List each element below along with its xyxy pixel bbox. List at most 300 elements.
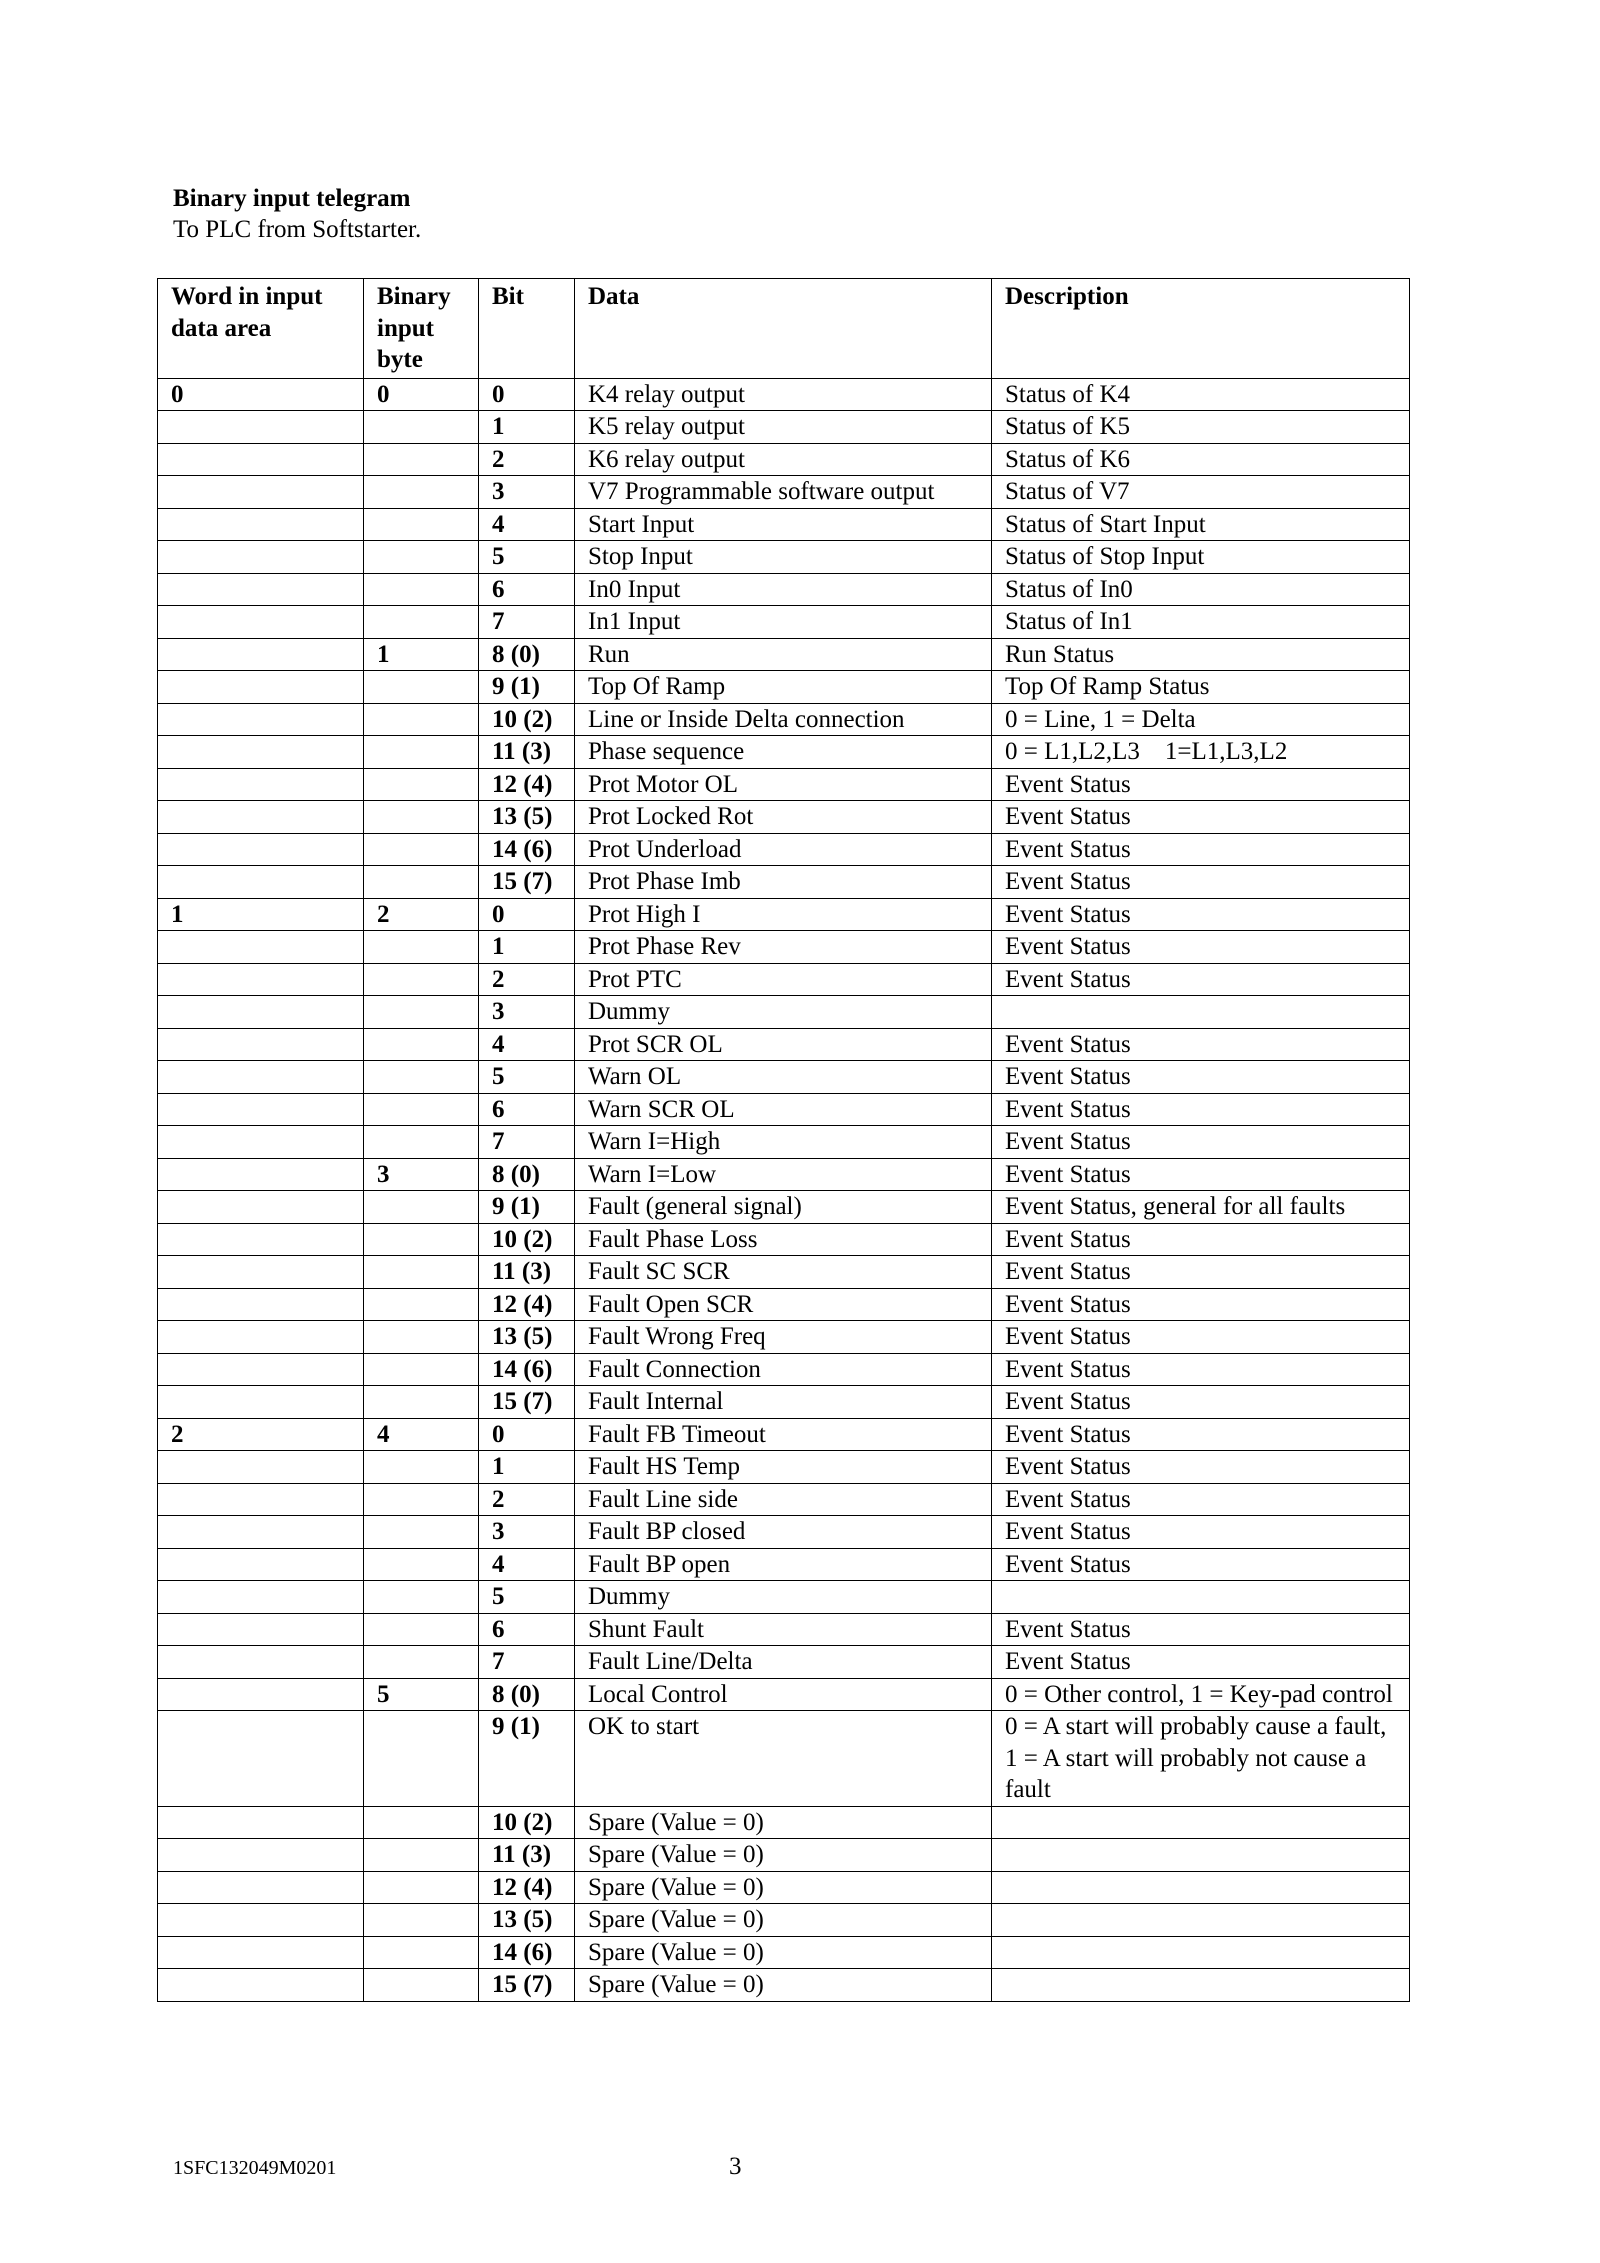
- cell-description: Event Status: [992, 1451, 1410, 1484]
- cell-bit: 9 (1): [479, 1191, 575, 1224]
- table-row: [158, 1969, 1410, 2002]
- cell-data: Warn I=High: [575, 1126, 992, 1159]
- table-row: [158, 996, 1410, 1029]
- cell-data: Fault (general signal): [575, 1191, 992, 1224]
- cell-description: Event Status: [992, 768, 1410, 801]
- cell-word: [158, 541, 364, 574]
- cell-byte: [364, 1321, 479, 1354]
- table-row: [158, 1191, 1410, 1224]
- cell-word: [158, 1646, 364, 1679]
- cell-byte: [364, 573, 479, 606]
- table-row: [158, 1223, 1410, 1256]
- cell-description: [992, 1839, 1410, 1872]
- cell-byte: 5: [364, 1678, 479, 1711]
- table-row: [158, 1126, 1410, 1159]
- cell-bit: 11 (3): [479, 1839, 575, 1872]
- cell-word: [158, 1386, 364, 1419]
- cell-byte: [364, 606, 479, 639]
- cell-word: [158, 1806, 364, 1839]
- cell-byte: [364, 1126, 479, 1159]
- cell-byte: [364, 931, 479, 964]
- table-row: [158, 768, 1410, 801]
- cell-data: Phase sequence: [575, 736, 992, 769]
- cell-bit: 11 (3): [479, 1256, 575, 1289]
- cell-description: Event Status: [992, 931, 1410, 964]
- cell-word: [158, 1678, 364, 1711]
- table-row: [158, 1093, 1410, 1126]
- cell-byte: [364, 1386, 479, 1419]
- cell-data: Run: [575, 638, 992, 671]
- cell-description: Event Status: [992, 1386, 1410, 1419]
- cell-word: [158, 573, 364, 606]
- cell-bit: 3: [479, 996, 575, 1029]
- table-row: [158, 541, 1410, 574]
- page-subtitle: To PLC from Softstarter.: [173, 216, 422, 243]
- cell-word: [158, 1353, 364, 1386]
- cell-data: V7 Programmable software output: [575, 476, 992, 509]
- cell-word: [158, 1516, 364, 1549]
- cell-word: [158, 1613, 364, 1646]
- cell-data: Fault SC SCR: [575, 1256, 992, 1289]
- cell-bit: 4: [479, 508, 575, 541]
- cell-data: Top Of Ramp: [575, 671, 992, 704]
- cell-word: [158, 768, 364, 801]
- cell-data: K4 relay output: [575, 378, 992, 411]
- col-header-data: Data: [575, 279, 992, 379]
- table-row: [158, 801, 1410, 834]
- table-row: [158, 1581, 1410, 1614]
- cell-bit: 10 (2): [479, 703, 575, 736]
- cell-description: Status of Stop Input: [992, 541, 1410, 574]
- cell-description: Event Status: [992, 801, 1410, 834]
- cell-bit: 15 (7): [479, 866, 575, 899]
- cell-bit: 0: [479, 378, 575, 411]
- cell-word: 0: [158, 378, 364, 411]
- cell-bit: 0: [479, 1418, 575, 1451]
- cell-byte: [364, 1061, 479, 1094]
- cell-description: Event Status: [992, 833, 1410, 866]
- cell-byte: [364, 866, 479, 899]
- cell-word: 1: [158, 898, 364, 931]
- cell-data: Shunt Fault: [575, 1613, 992, 1646]
- cell-data: K6 relay output: [575, 443, 992, 476]
- binary-input-table: [157, 278, 1410, 2002]
- cell-data: Fault BP closed: [575, 1516, 992, 1549]
- cell-description: 0 = Other control, 1 = Key-pad control: [992, 1678, 1410, 1711]
- table-row: [158, 866, 1410, 899]
- table-row: [158, 1904, 1410, 1937]
- cell-byte: [364, 1711, 479, 1807]
- cell-description: Status of V7: [992, 476, 1410, 509]
- cell-bit: 9 (1): [479, 671, 575, 704]
- cell-description: [992, 1969, 1410, 2002]
- cell-byte: [364, 443, 479, 476]
- table-row: [158, 573, 1410, 606]
- cell-byte: [364, 1223, 479, 1256]
- cell-data: Prot High I: [575, 898, 992, 931]
- cell-description: Event Status: [992, 1516, 1410, 1549]
- cell-bit: 12 (4): [479, 1288, 575, 1321]
- cell-word: [158, 866, 364, 899]
- cell-data: Fault HS Temp: [575, 1451, 992, 1484]
- cell-data: OK to start: [575, 1711, 992, 1807]
- cell-byte: [364, 1936, 479, 1969]
- cell-data: Fault Wrong Freq: [575, 1321, 992, 1354]
- table-header-row: [158, 279, 1410, 379]
- cell-byte: [364, 1806, 479, 1839]
- cell-description: Status of K5: [992, 411, 1410, 444]
- cell-byte: [364, 1871, 479, 1904]
- cell-data: Spare (Value = 0): [575, 1936, 992, 1969]
- table-row: [158, 1711, 1410, 1807]
- col-header-byte: Binary input byte: [364, 279, 479, 379]
- cell-word: [158, 1223, 364, 1256]
- cell-data: Spare (Value = 0): [575, 1871, 992, 1904]
- table-row: [158, 1353, 1410, 1386]
- cell-data: In1 Input: [575, 606, 992, 639]
- cell-description: Event Status: [992, 1483, 1410, 1516]
- cell-byte: [364, 541, 479, 574]
- cell-word: [158, 638, 364, 671]
- table-row: [158, 1871, 1410, 1904]
- cell-byte: [364, 1288, 479, 1321]
- cell-description: Status of K6: [992, 443, 1410, 476]
- cell-data: Local Control: [575, 1678, 992, 1711]
- cell-word: [158, 1061, 364, 1094]
- table-row: [158, 1548, 1410, 1581]
- table-row: [158, 1158, 1410, 1191]
- table-row: [158, 411, 1410, 444]
- table-row: [158, 638, 1410, 671]
- cell-word: [158, 1483, 364, 1516]
- document-code: 1SFC132049M0201: [173, 2157, 337, 2179]
- cell-data: Fault Internal: [575, 1386, 992, 1419]
- cell-bit: 13 (5): [479, 1321, 575, 1354]
- cell-description: Top Of Ramp Status: [992, 671, 1410, 704]
- col-header-bit: Bit: [479, 279, 575, 379]
- cell-word: [158, 1158, 364, 1191]
- table-row: [158, 833, 1410, 866]
- cell-description: Event Status, general for all faults: [992, 1191, 1410, 1224]
- cell-description: 0 = L1,L2,L3 1=L1,L3,L2: [992, 736, 1410, 769]
- cell-data: Prot SCR OL: [575, 1028, 992, 1061]
- cell-word: [158, 1548, 364, 1581]
- cell-word: [158, 443, 364, 476]
- cell-byte: [364, 1028, 479, 1061]
- table-row: [158, 931, 1410, 964]
- table-row: [158, 1256, 1410, 1289]
- cell-data: Prot Underload: [575, 833, 992, 866]
- cell-word: [158, 508, 364, 541]
- cell-description: 0 = A start will probably cause a fault, 1 = A start will probably not cause a fault: [992, 1711, 1410, 1807]
- cell-data: Prot PTC: [575, 963, 992, 996]
- cell-byte: [364, 768, 479, 801]
- cell-data: Prot Phase Rev: [575, 931, 992, 964]
- cell-bit: 12 (4): [479, 1871, 575, 1904]
- cell-bit: 9 (1): [479, 1711, 575, 1807]
- table-row: [158, 736, 1410, 769]
- table-row: [158, 1936, 1410, 1969]
- cell-byte: [364, 1969, 479, 2002]
- cell-data: Fault Line/Delta: [575, 1646, 992, 1679]
- table-row: [158, 1516, 1410, 1549]
- cell-description: Event Status: [992, 1126, 1410, 1159]
- cell-bit: 5: [479, 1581, 575, 1614]
- cell-word: [158, 931, 364, 964]
- table-row: [158, 1613, 1410, 1646]
- cell-word: [158, 1871, 364, 1904]
- cell-byte: [364, 1613, 479, 1646]
- cell-description: Status of Start Input: [992, 508, 1410, 541]
- cell-description: Event Status: [992, 963, 1410, 996]
- table-row: [158, 963, 1410, 996]
- cell-word: [158, 1028, 364, 1061]
- cell-data: Start Input: [575, 508, 992, 541]
- cell-byte: [364, 801, 479, 834]
- cell-bit: 6: [479, 573, 575, 606]
- cell-byte: [364, 833, 479, 866]
- cell-data: Spare (Value = 0): [575, 1806, 992, 1839]
- cell-word: [158, 1093, 364, 1126]
- cell-bit: 8 (0): [479, 638, 575, 671]
- cell-byte: 2: [364, 898, 479, 931]
- cell-bit: 4: [479, 1028, 575, 1061]
- cell-word: [158, 476, 364, 509]
- cell-word: [158, 606, 364, 639]
- cell-byte: [364, 1548, 479, 1581]
- cell-bit: 7: [479, 606, 575, 639]
- col-header-description: Description: [992, 279, 1410, 379]
- cell-description: [992, 1806, 1410, 1839]
- cell-data: Prot Motor OL: [575, 768, 992, 801]
- table-row: [158, 476, 1410, 509]
- page-title: Binary input telegram: [173, 185, 411, 212]
- table-row: [158, 1646, 1410, 1679]
- cell-word: [158, 1581, 364, 1614]
- cell-bit: 14 (6): [479, 1353, 575, 1386]
- cell-data: Fault Connection: [575, 1353, 992, 1386]
- page-number: 3: [729, 2153, 742, 2180]
- cell-description: Event Status: [992, 1646, 1410, 1679]
- cell-word: [158, 1936, 364, 1969]
- cell-byte: [364, 1256, 479, 1289]
- cell-byte: [364, 1516, 479, 1549]
- cell-data: Spare (Value = 0): [575, 1904, 992, 1937]
- cell-bit: 6: [479, 1613, 575, 1646]
- cell-data: In0 Input: [575, 573, 992, 606]
- cell-word: [158, 963, 364, 996]
- cell-byte: [364, 996, 479, 1029]
- cell-description: [992, 1581, 1410, 1614]
- cell-bit: 4: [479, 1548, 575, 1581]
- cell-word: [158, 703, 364, 736]
- table-row: [158, 1483, 1410, 1516]
- cell-description: Status of K4: [992, 378, 1410, 411]
- cell-bit: 13 (5): [479, 1904, 575, 1937]
- table-row: [158, 1386, 1410, 1419]
- cell-bit: 6: [479, 1093, 575, 1126]
- cell-byte: 3: [364, 1158, 479, 1191]
- cell-word: [158, 1321, 364, 1354]
- table-row: [158, 1806, 1410, 1839]
- cell-byte: [364, 1093, 479, 1126]
- cell-word: [158, 671, 364, 704]
- cell-word: 2: [158, 1418, 364, 1451]
- cell-byte: [364, 736, 479, 769]
- cell-bit: 15 (7): [479, 1969, 575, 2002]
- table-row: [158, 671, 1410, 704]
- cell-byte: [364, 1839, 479, 1872]
- cell-data: Fault Line side: [575, 1483, 992, 1516]
- table-row: [158, 1678, 1410, 1711]
- cell-bit: 3: [479, 476, 575, 509]
- cell-data: Prot Phase Imb: [575, 866, 992, 899]
- table-row: [158, 1028, 1410, 1061]
- table-body: [158, 378, 1410, 2001]
- cell-word: [158, 1711, 364, 1807]
- cell-description: 0 = Line, 1 = Delta: [992, 703, 1410, 736]
- cell-byte: 1: [364, 638, 479, 671]
- cell-description: Event Status: [992, 898, 1410, 931]
- cell-data: Spare (Value = 0): [575, 1969, 992, 2002]
- cell-word: [158, 1904, 364, 1937]
- table-row: [158, 1061, 1410, 1094]
- cell-data: Warn SCR OL: [575, 1093, 992, 1126]
- table-row: [158, 1418, 1410, 1451]
- cell-description: Status of In0: [992, 573, 1410, 606]
- cell-word: [158, 1839, 364, 1872]
- table-row: [158, 508, 1410, 541]
- cell-word: [158, 736, 364, 769]
- cell-bit: 3: [479, 1516, 575, 1549]
- cell-byte: [364, 963, 479, 996]
- cell-word: [158, 996, 364, 1029]
- cell-word: [158, 833, 364, 866]
- cell-data: Stop Input: [575, 541, 992, 574]
- cell-data: Warn OL: [575, 1061, 992, 1094]
- cell-word: [158, 1256, 364, 1289]
- cell-bit: 14 (6): [479, 833, 575, 866]
- table-row: [158, 378, 1410, 411]
- cell-description: Status of In1: [992, 606, 1410, 639]
- cell-byte: [364, 703, 479, 736]
- cell-description: Event Status: [992, 866, 1410, 899]
- cell-description: Event Status: [992, 1256, 1410, 1289]
- cell-data: Warn I=Low: [575, 1158, 992, 1191]
- cell-word: [158, 1191, 364, 1224]
- cell-bit: 8 (0): [479, 1158, 575, 1191]
- cell-data: K5 relay output: [575, 411, 992, 444]
- cell-data: Spare (Value = 0): [575, 1839, 992, 1872]
- cell-bit: 5: [479, 541, 575, 574]
- cell-description: Event Status: [992, 1548, 1410, 1581]
- cell-bit: 7: [479, 1646, 575, 1679]
- cell-byte: [364, 476, 479, 509]
- col-header-word: Word in input data area: [158, 279, 364, 379]
- table-row: [158, 898, 1410, 931]
- cell-word: [158, 1969, 364, 2002]
- cell-data: Fault FB Timeout: [575, 1418, 992, 1451]
- cell-word: [158, 801, 364, 834]
- table-row: [158, 1451, 1410, 1484]
- heading-block: [173, 183, 421, 245]
- cell-bit: 10 (2): [479, 1223, 575, 1256]
- cell-bit: 2: [479, 443, 575, 476]
- table-row: [158, 1839, 1410, 1872]
- cell-byte: [364, 1646, 479, 1679]
- cell-bit: 10 (2): [479, 1806, 575, 1839]
- cell-byte: [364, 1451, 479, 1484]
- cell-byte: 4: [364, 1418, 479, 1451]
- cell-word: [158, 1126, 364, 1159]
- cell-bit: 11 (3): [479, 736, 575, 769]
- cell-byte: [364, 508, 479, 541]
- cell-description: Event Status: [992, 1158, 1410, 1191]
- cell-bit: 1: [479, 931, 575, 964]
- cell-bit: 12 (4): [479, 768, 575, 801]
- cell-byte: [364, 1353, 479, 1386]
- cell-data: Fault Phase Loss: [575, 1223, 992, 1256]
- table-row: [158, 1288, 1410, 1321]
- cell-description: Event Status: [992, 1613, 1410, 1646]
- cell-data: Prot Locked Rot: [575, 801, 992, 834]
- cell-byte: [364, 1191, 479, 1224]
- cell-bit: 1: [479, 411, 575, 444]
- cell-data: Dummy: [575, 996, 992, 1029]
- cell-description: Event Status: [992, 1353, 1410, 1386]
- cell-word: [158, 1451, 364, 1484]
- cell-byte: [364, 1483, 479, 1516]
- cell-description: Event Status: [992, 1418, 1410, 1451]
- cell-bit: 2: [479, 963, 575, 996]
- table-row: [158, 443, 1410, 476]
- cell-bit: 2: [479, 1483, 575, 1516]
- cell-description: Event Status: [992, 1093, 1410, 1126]
- cell-description: Event Status: [992, 1028, 1410, 1061]
- cell-description: [992, 1904, 1410, 1937]
- cell-description: Event Status: [992, 1061, 1410, 1094]
- cell-description: Event Status: [992, 1321, 1410, 1354]
- cell-word: [158, 411, 364, 444]
- cell-bit: 13 (5): [479, 801, 575, 834]
- cell-byte: [364, 671, 479, 704]
- cell-bit: 7: [479, 1126, 575, 1159]
- cell-data: Line or Inside Delta connection: [575, 703, 992, 736]
- cell-bit: 1: [479, 1451, 575, 1484]
- cell-byte: [364, 411, 479, 444]
- cell-bit: 5: [479, 1061, 575, 1094]
- cell-description: Event Status: [992, 1288, 1410, 1321]
- cell-description: [992, 1936, 1410, 1969]
- cell-bit: 8 (0): [479, 1678, 575, 1711]
- cell-byte: [364, 1581, 479, 1614]
- cell-data: Fault BP open: [575, 1548, 992, 1581]
- cell-bit: 15 (7): [479, 1386, 575, 1419]
- cell-bit: 14 (6): [479, 1936, 575, 1969]
- cell-bit: 0: [479, 898, 575, 931]
- cell-description: [992, 996, 1410, 1029]
- cell-byte: [364, 1904, 479, 1937]
- cell-data: Dummy: [575, 1581, 992, 1614]
- table-row: [158, 606, 1410, 639]
- table-row: [158, 703, 1410, 736]
- cell-byte: 0: [364, 378, 479, 411]
- cell-description: Event Status: [992, 1223, 1410, 1256]
- cell-description: [992, 1871, 1410, 1904]
- table-row: [158, 1321, 1410, 1354]
- cell-word: [158, 1288, 364, 1321]
- cell-data: Fault Open SCR: [575, 1288, 992, 1321]
